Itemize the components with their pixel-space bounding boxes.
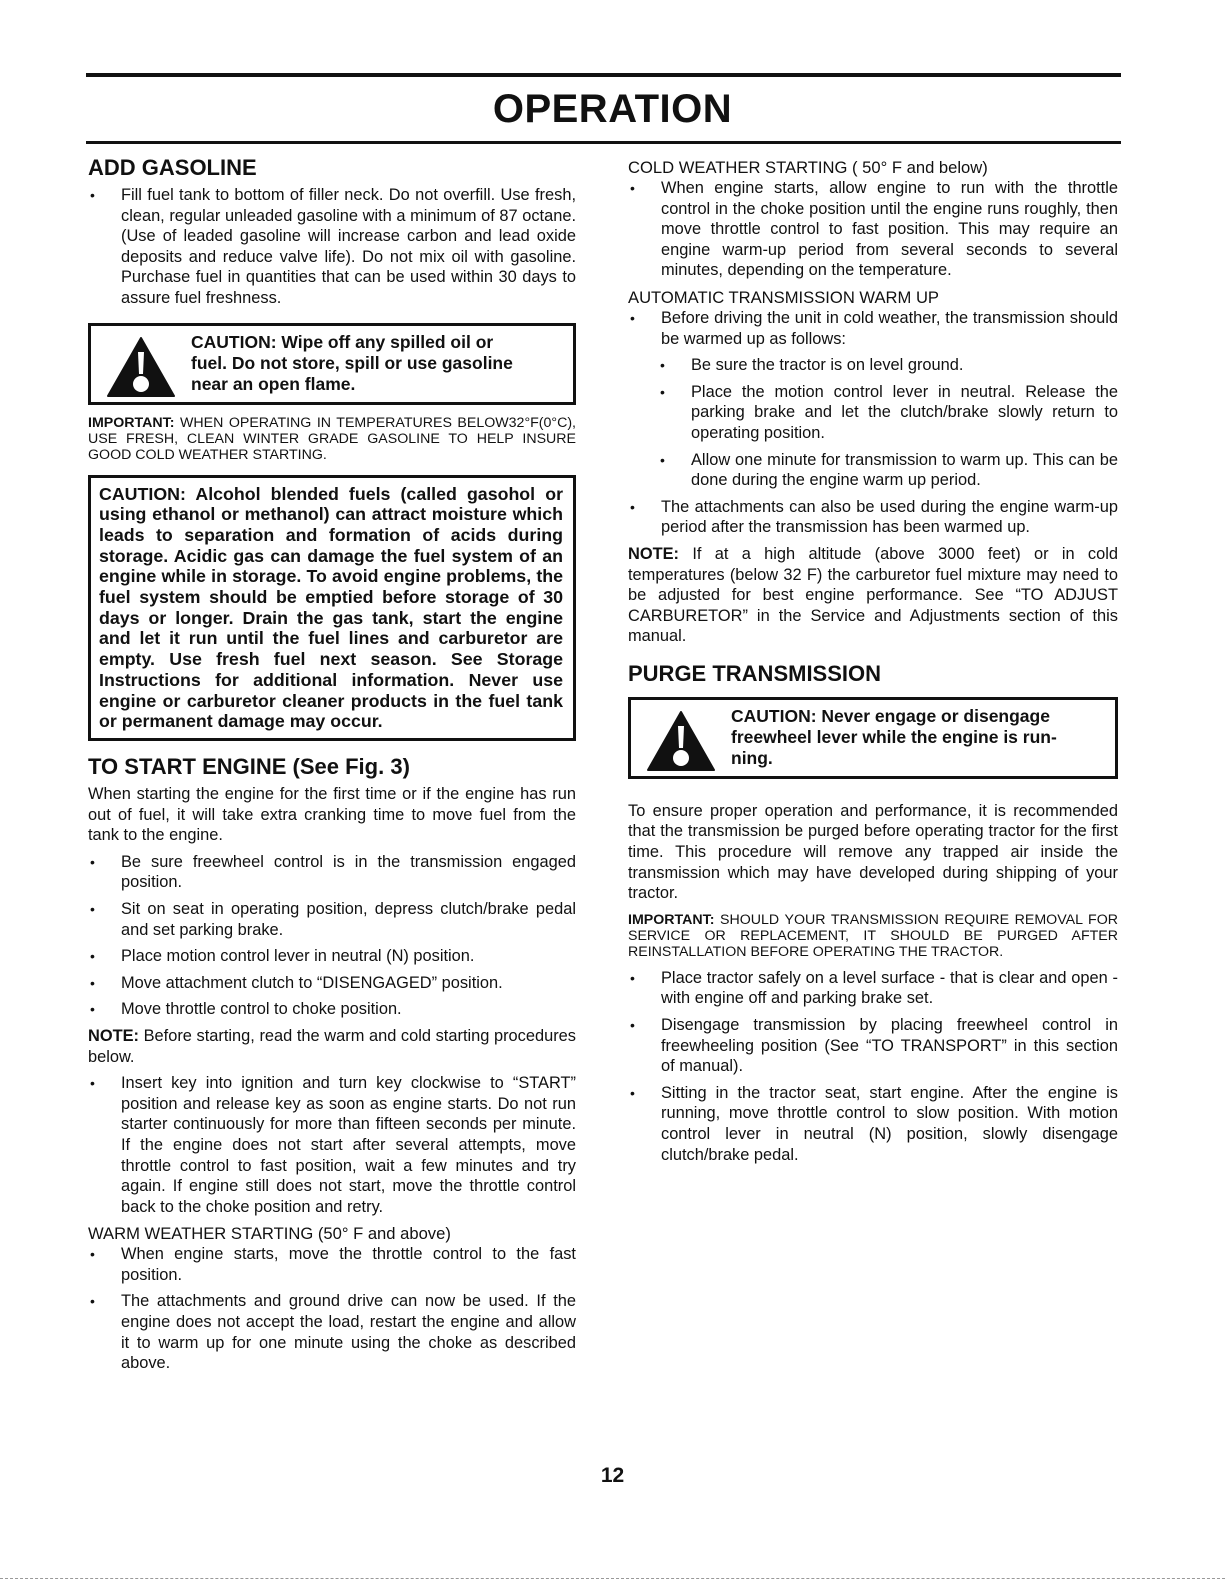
page-number: 12 bbox=[600, 1464, 625, 1487]
start-engine-list bbox=[88, 852, 576, 1020]
start-key-list bbox=[88, 1073, 576, 1217]
list-item: • Insert key into ignition and turn key clockwise to “START” position and release key as soon as engine starts. Do not run starter continuously for more than fifteen seconds per minute. If the engine does not start after several attempts, move throttle control to fast position, wait a few minutes and try again. If engine still does not start, move the throttle control back to the choke position and retry. bbox=[88, 1073, 576, 1217]
important-purge bbox=[628, 912, 1118, 960]
list-item: • Move attachment clutch to “DISENGAGED” position. bbox=[88, 973, 576, 994]
footer-dashed-rule bbox=[0, 1578, 1225, 1581]
caution-line: fuel. Do not store, spill or use gasoline bbox=[191, 352, 513, 373]
list-item: • Place tractor safely on a level surface - that is clear and open - with engine off and parking brake set. bbox=[628, 968, 1118, 1009]
caution-line: freewheel lever while the engine is run- bbox=[731, 726, 1057, 747]
important-label: IMPORTANT: bbox=[88, 414, 175, 431]
caution-line: CAUTION: Never engage or disengage bbox=[731, 705, 1050, 726]
warning-triangle-icon bbox=[106, 336, 176, 398]
caution-line: CAUTION: Wipe off any spilled oil or bbox=[191, 331, 494, 352]
header-top-rule bbox=[86, 73, 1121, 77]
add-gasoline-list bbox=[88, 185, 576, 309]
cold-weather-list bbox=[628, 178, 1118, 281]
add-gasoline-heading: ADD GASOLINE bbox=[88, 155, 257, 180]
page-title: OPERATION bbox=[492, 87, 733, 131]
note-text: If at a high altitude (above 3000 feet) or in cold temperatures (below 32 F) the carburetor fuel mixture may need to be adjusted for best engine performance. See “TO ADJUST CARBURETOR” in the Service and Adjustments section of this manual. bbox=[628, 544, 1118, 646]
list-item: • Place the motion control lever in neutral. Release the parking brake and let the clutch/brake slowly return to operating position. bbox=[658, 382, 1118, 444]
warm-weather-list bbox=[88, 1244, 576, 1374]
important-text: WHEN OPERATING IN TEMPERATURES BELOW32°F(0°C), USE FRESH, CLEAN WINTER GRADE GASOLINE TO HELP INSURE GOOD COLD WEATHER STARTING. bbox=[88, 414, 576, 463]
auto-transmission-heading: AUTOMATIC TRANSMISSION WARM UP bbox=[628, 287, 939, 307]
caution-line: ning. bbox=[731, 747, 773, 768]
important-label: IMPORTANT: bbox=[628, 911, 715, 928]
right-column bbox=[628, 155, 1118, 1171]
list-item: • Be sure freewheel control is in the transmission engaged position. bbox=[88, 852, 576, 893]
list-item: • Allow one minute for transmission to warm up. This can be done during the engine warm up period. bbox=[658, 450, 1118, 491]
caution-box-spilled-fuel bbox=[88, 323, 576, 405]
list-item: • Sitting in the tractor seat, start engine. After the engine is running, move throttle control to slow position. With motion control lever in neutral (N) position, slowly disengage clutch/brake pedal. bbox=[628, 1083, 1118, 1165]
list-item: • Before driving the unit in cold weather, the transmission should be warmed up as follows: bbox=[628, 308, 1118, 349]
important-text: SHOULD YOUR TRANSMISSION REQUIRE REMOVAL FOR SERVICE OR REPLACEMENT, IT SHOULD BE PURGED AFTER REINSTALLATION BEFORE OPERATING THE TRACTOR. bbox=[628, 911, 1118, 960]
warm-weather-heading: WARM WEATHER STARTING (50° F and above) bbox=[88, 1224, 451, 1244]
list-item: • When engine starts, allow engine to run with the throttle control in the choke position until the engine runs roughly, then move throttle control to fast position. This may require an engine warm-up period from several seconds to several minutes, depending on the temperature. bbox=[628, 178, 1118, 281]
note-text: Before starting, read the warm and cold starting procedures below. bbox=[88, 1026, 576, 1066]
list-item: • Fill fuel tank to bottom of filler neck. Do not overfill. Use fresh, clean, regular unleaded gasoline with a minimum of 87 octane. (Use of leaded gasoline will increase carbon and lead oxide deposits and reduce valve life). Do not mix oil with gasoline. Purchase fuel in quantities that can be used within 30 days to assure fuel freshness. bbox=[88, 185, 576, 309]
list-item: • The attachments and ground drive can now be used. If the engine does not accept the load, restart the engine and allow it to warm up for one minute using the choke as described above. bbox=[88, 1291, 576, 1373]
list-item: • Be sure the tractor is on level ground. bbox=[658, 355, 1118, 376]
auto-transmission-list bbox=[628, 308, 1118, 349]
list-item: • Move throttle control to choke position. bbox=[88, 999, 576, 1020]
caution-alcohol-text: CAUTION: Alcohol blended fuels (called gasohol or using ethanol or methanol) can attract moisture which leads to separation and formation of acids during storage. Acidic gas can damage the fuel system of an engine while in storage. To avoid engine problems, the fuel system should be emptied before storage of 30 days or longer. Drain the gas tank, start the engine and let it run until the fuel lines and carburetor are empty. Use fresh fuel next season. See Storage Instructions for additional information. Never use engine or carburetor cleaner products in the fuel tank or permanent damage may occur. bbox=[99, 483, 563, 732]
start-engine-heading: TO START ENGINE (See Fig. 3) bbox=[88, 754, 410, 779]
purge-intro: To ensure proper operation and performance, it is recommended that the transmission be purged before operating tractor for the first time. This procedure will remove any trapped air inside the transmission which may have developed during shipping of your tractor. bbox=[628, 801, 1118, 903]
auto-transmission-list-2 bbox=[628, 497, 1118, 538]
start-engine-note bbox=[88, 1026, 576, 1067]
start-engine-intro: When starting the engine for the first time or if the engine has run out of fuel, it will take extra cranking time to move fuel from the tank to the engine. bbox=[88, 785, 576, 845]
note-label: NOTE: bbox=[88, 1026, 139, 1045]
header-bottom-rule bbox=[86, 141, 1121, 144]
note-label: NOTE: bbox=[628, 544, 679, 563]
list-item: • When engine starts, move the throttle control to the fast position. bbox=[88, 1244, 576, 1285]
purge-transmission-heading: PURGE TRANSMISSION bbox=[628, 660, 882, 686]
auto-transmission-sublist bbox=[628, 355, 1118, 491]
important-cold-weather bbox=[88, 415, 576, 463]
list-item: • Disengage transmission by placing freewheel control in freewheeling position (See “TO TRANSPORT” in this section of manual). bbox=[628, 1015, 1118, 1077]
left-column bbox=[88, 155, 576, 1380]
caution-line: near an open flame. bbox=[191, 373, 356, 394]
list-item: • The attachments can also be used during the engine warm-up period after the transmission has been warmed up. bbox=[628, 497, 1118, 538]
caution-box-alcohol-fuels bbox=[88, 475, 576, 741]
warning-triangle-icon bbox=[646, 710, 716, 772]
caution-box-freewheel bbox=[628, 697, 1118, 779]
altitude-note bbox=[628, 544, 1118, 647]
cold-weather-heading: COLD WEATHER STARTING ( 50° F and below) bbox=[628, 158, 988, 177]
purge-list bbox=[628, 968, 1118, 1165]
list-item: • Place motion control lever in neutral (N) position. bbox=[88, 946, 576, 967]
list-item: • Sit on seat in operating position, depress clutch/brake pedal and set parking brake. bbox=[88, 899, 576, 940]
